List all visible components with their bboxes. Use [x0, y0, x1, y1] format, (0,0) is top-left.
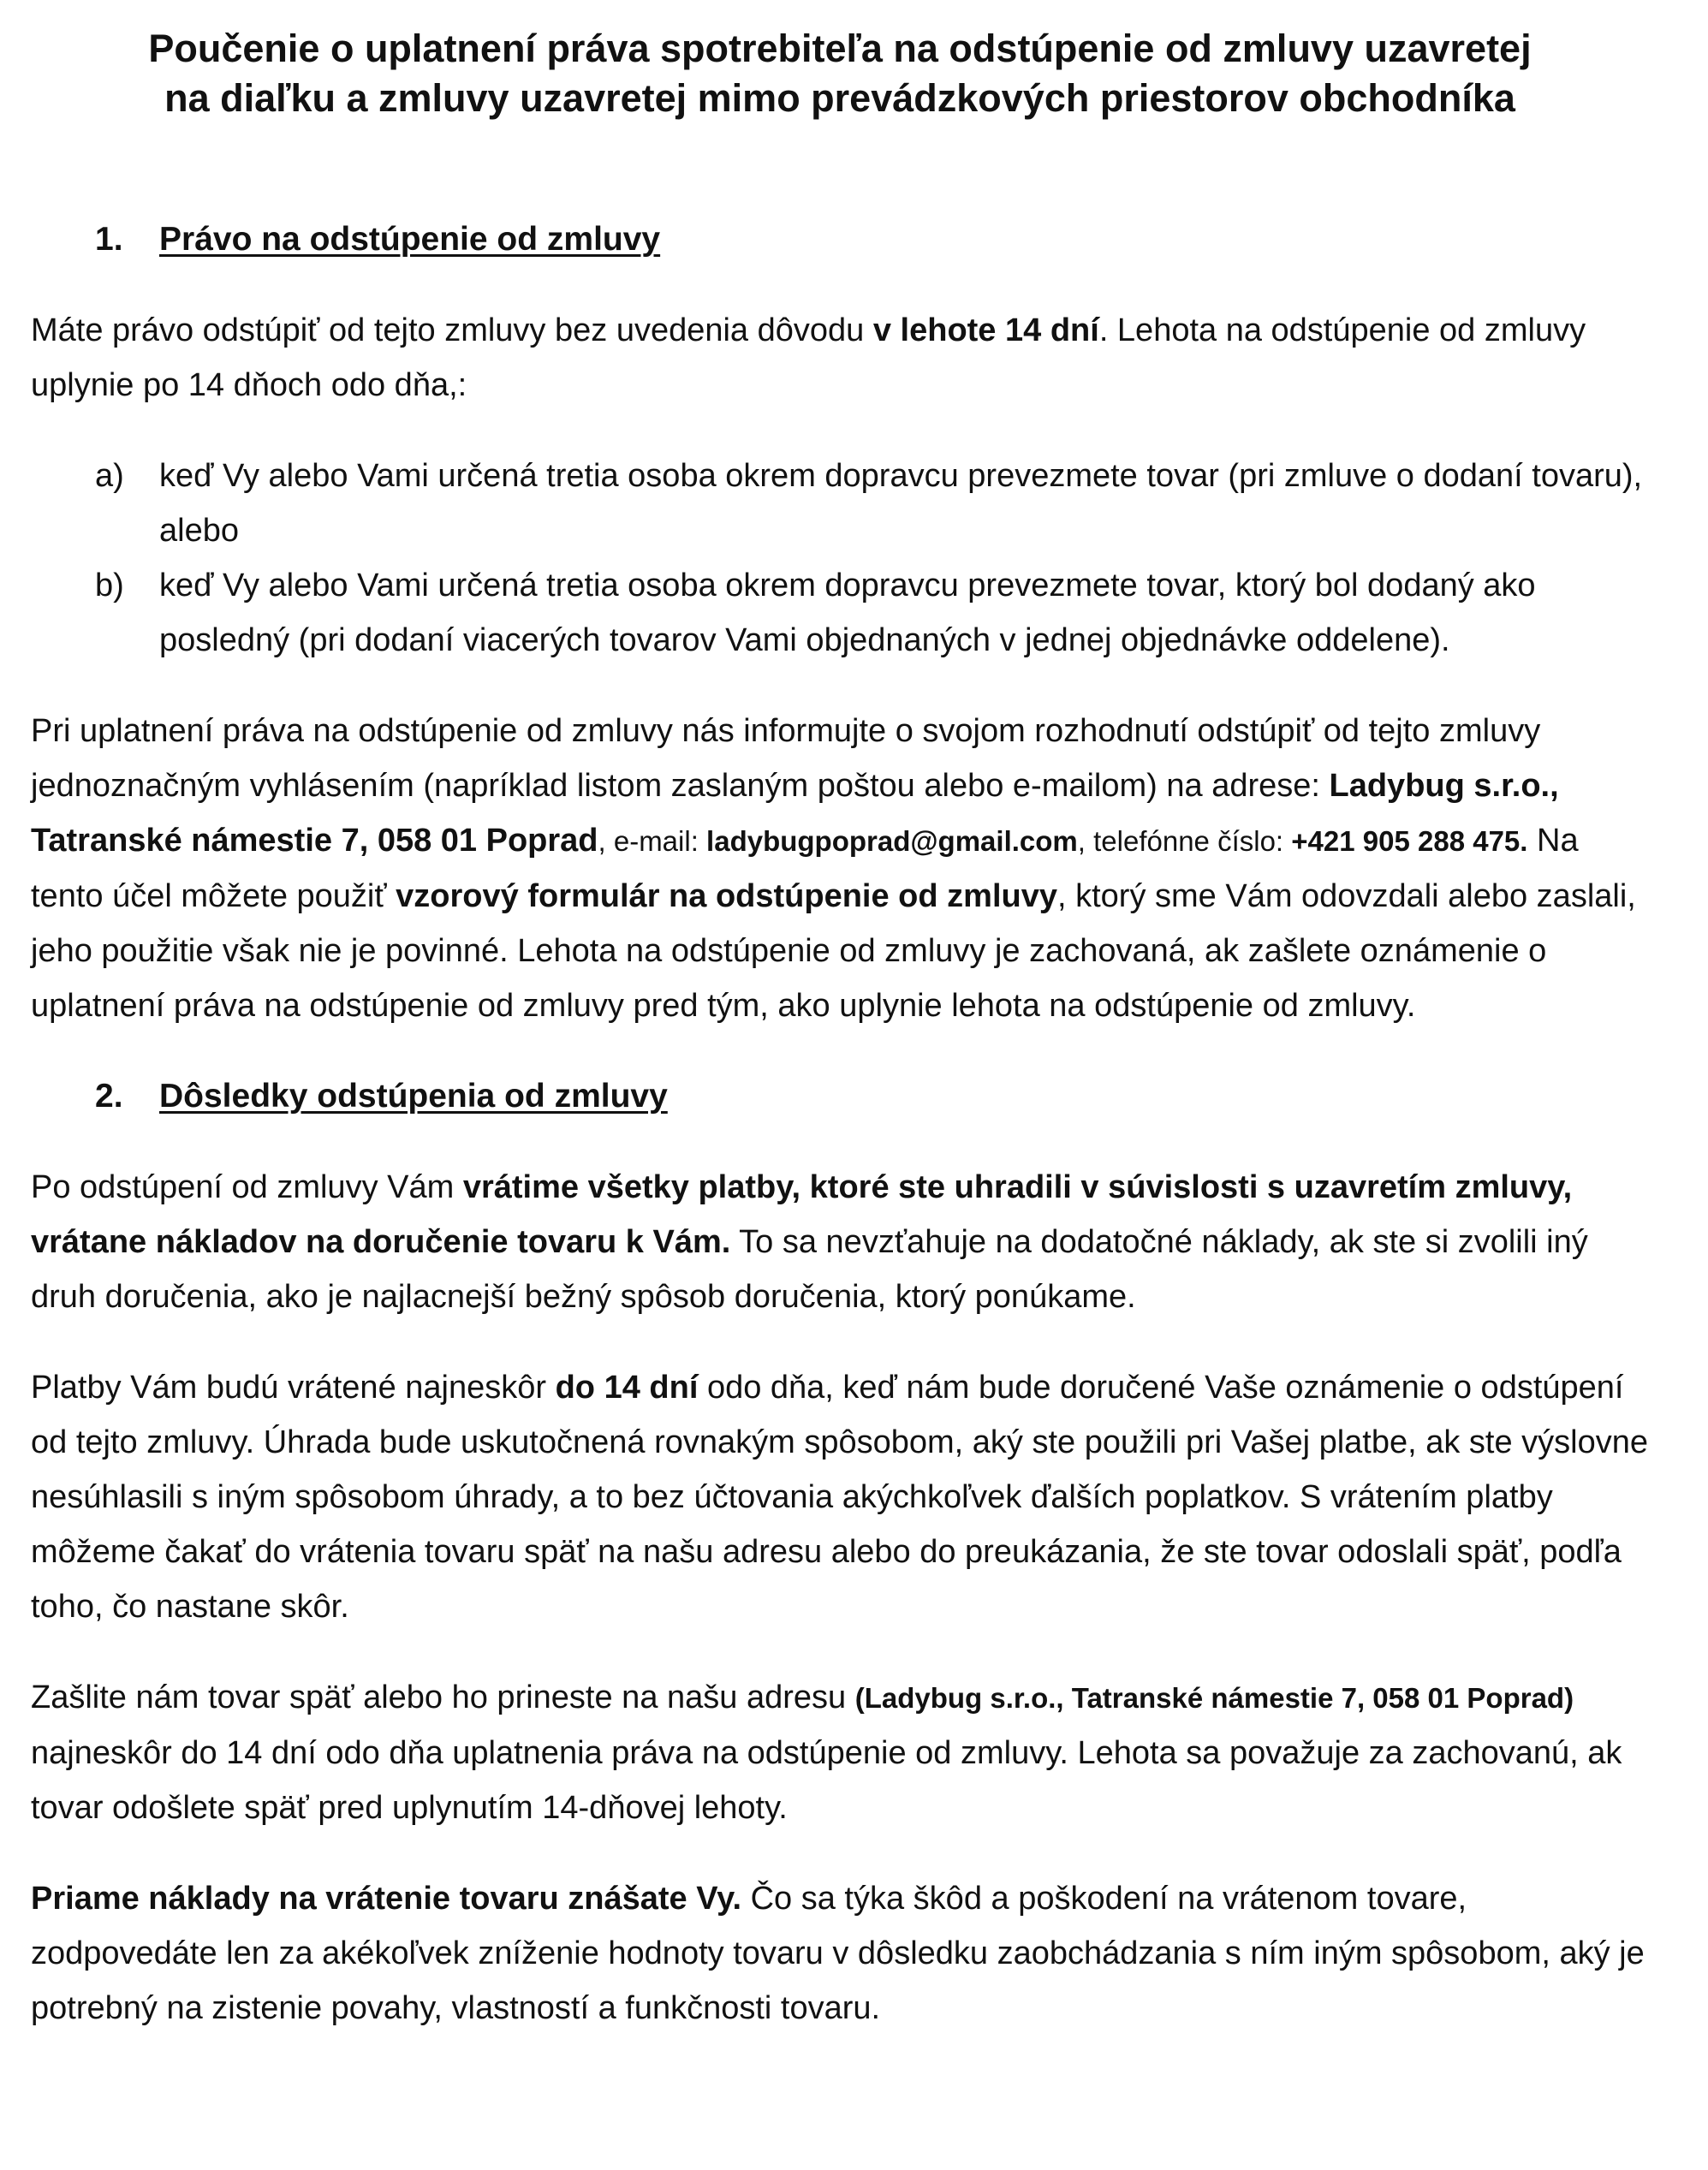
text-run: , ktorý sme Vám odovzdali alebo zaslali, jeho použitie však nie je povinné. Lehota na odstúpenie od zmluvy je zachovaná, ak zašlete oznámenie o uplatnení práva na odstúpenie od zmluvy pred tým, ako uplynie lehota na odstúpenie od zmluvy. — [31, 878, 1636, 1024]
section-1-paragraph-2 — [31, 704, 1649, 1033]
section-2-number: 2. — [95, 1078, 123, 1115]
text-run-bold: Priame náklady na vrátenie tovaru znášate Vy. — [31, 1881, 742, 1917]
section-1-number: 1. — [95, 221, 123, 258]
section-2-title: Dôsledky odstúpenia od zmluvy — [159, 1078, 668, 1115]
list-item — [31, 449, 1649, 558]
list-marker: b) — [95, 568, 124, 603]
text-run-bold: v lehote 14 dní — [872, 312, 1099, 348]
phone-number: +421 905 288 475. — [1291, 825, 1528, 857]
title-line-1: Poučenie o uplatnení práva spotrebiteľa na odstúpenie od zmluvy uzavretej — [148, 27, 1532, 70]
text-run: odo dňa, keď nám bude doručené Vaše oznámenie o odstúpení od tejto zmluvy. Úhrada bude uskutočnená rovnakým spôsobom, aký ste použili pri Vašej platbe, ak ste výslovne nesúhlasili s iným spôsobom úhrady, a to bez účtovania akýchkoľvek ďalších poplatkov. S vrátením platby môžeme čakať do vrátenia tovaru späť na našu adresu alebo do preukázania, že ste tovar odoslali späť, podľa toho, čo nastane skôr. — [31, 1370, 1649, 1625]
document-page — [31, 24, 1649, 2072]
text-run: Po odstúpení od zmluvy Vám — [31, 1169, 463, 1205]
section-2-heading — [31, 1074, 1649, 1119]
section-2-paragraph-1 — [31, 1160, 1649, 1324]
company-address: (Ladybug s.r.o., Tatranské námestie 7, 058 01 Poprad) — [854, 1682, 1574, 1714]
section-1-paragraph-1 — [31, 303, 1649, 413]
section-1-list — [31, 449, 1649, 668]
section-2-paragraph-4 — [31, 1871, 1649, 2036]
company-address: Ladybug s.r.o., Tatranské námestie 7, 058 01 Poprad — [31, 768, 1559, 859]
section-1-heading — [31, 217, 1649, 262]
list-marker: a) — [95, 458, 124, 494]
text-run: Čo sa týka škôd a poškodení na vrátenom tovare, zodpovedáte len za akékoľvek zníženie hodnoty tovaru v dôsledku zaobchádzania s ním iným spôsobom, aký je potrebný na zistenie povahy, vlastností a funkčnosti tovaru. — [31, 1881, 1645, 2026]
text-run-bold: vzorový formulár na odstúpenie od zmluvy — [396, 878, 1057, 914]
text-run: , telefónne číslo: — [1077, 825, 1292, 857]
email-address: ladybugpoprad@gmail.com — [706, 825, 1078, 857]
text-run-bold: vrátime všetky platby, ktoré ste uhradili v súvislosti s uzavretím zmluvy, vrátane nákladov na doručenie tovaru k Vám. — [31, 1169, 1573, 1260]
text-run: Platby Vám budú vrátené najneskôr — [31, 1370, 556, 1406]
text-run: Pri uplatnení práva na odstúpenie od zmluvy nás informujte o svojom rozhodnutí odstúpiť od tejto zmluvy jednoznačným vyhlásením (napríklad listom zaslaným poštou alebo e-mailom) na adrese: — [31, 713, 1541, 804]
title-line-2: na diaľku a zmluvy uzavretej mimo prevádzkových priestorov obchodníka — [164, 76, 1515, 120]
text-run: , e-mail: — [598, 825, 707, 857]
list-item-text: keď Vy alebo Vami určená tretia osoba okrem dopravcu prevezmete tovar (pri zmluve o dodaní tovaru), alebo — [159, 458, 1643, 549]
list-item — [31, 558, 1649, 668]
list-item-text: keď Vy alebo Vami určená tretia osoba okrem dopravcu prevezmete tovar, ktorý bol dodaný ako posledný (pri dodaní viacerých tovarov Vami objednaných v jednej objednávke oddelene). — [159, 568, 1536, 658]
document-title — [31, 24, 1649, 123]
text-run: . Lehota na odstúpenie od zmluvy uplynie po 14 dňoch odo dňa,: — [31, 312, 1586, 403]
section-2-paragraph-3 — [31, 1670, 1649, 1835]
text-run: najneskôr do 14 dní odo dňa uplatnenia práva na odstúpenie od zmluvy. Lehota sa považuje za zachovanú, ak tovar odošlete späť pred uplynutím 14-dňovej lehoty. — [31, 1735, 1622, 1826]
text-run: To sa nevzťahuje na dodatočné náklady, ak ste si zvolili iný druh doručenia, ako je najlacnejší bežný spôsob doručenia, ktorý ponúkame. — [31, 1224, 1588, 1315]
text-run: Na tento účel môžete použiť — [31, 823, 1579, 914]
section-1-title: Právo na odstúpenie od zmluvy — [159, 221, 661, 258]
section-2-paragraph-2 — [31, 1360, 1649, 1634]
text-run-bold: do 14 dní — [555, 1370, 699, 1406]
text-run: Zašlite nám tovar späť alebo ho prineste na našu adresu — [31, 1680, 855, 1715]
text-run: Máte právo odstúpiť od tejto zmluvy bez uvedenia dôvodu — [31, 312, 873, 348]
